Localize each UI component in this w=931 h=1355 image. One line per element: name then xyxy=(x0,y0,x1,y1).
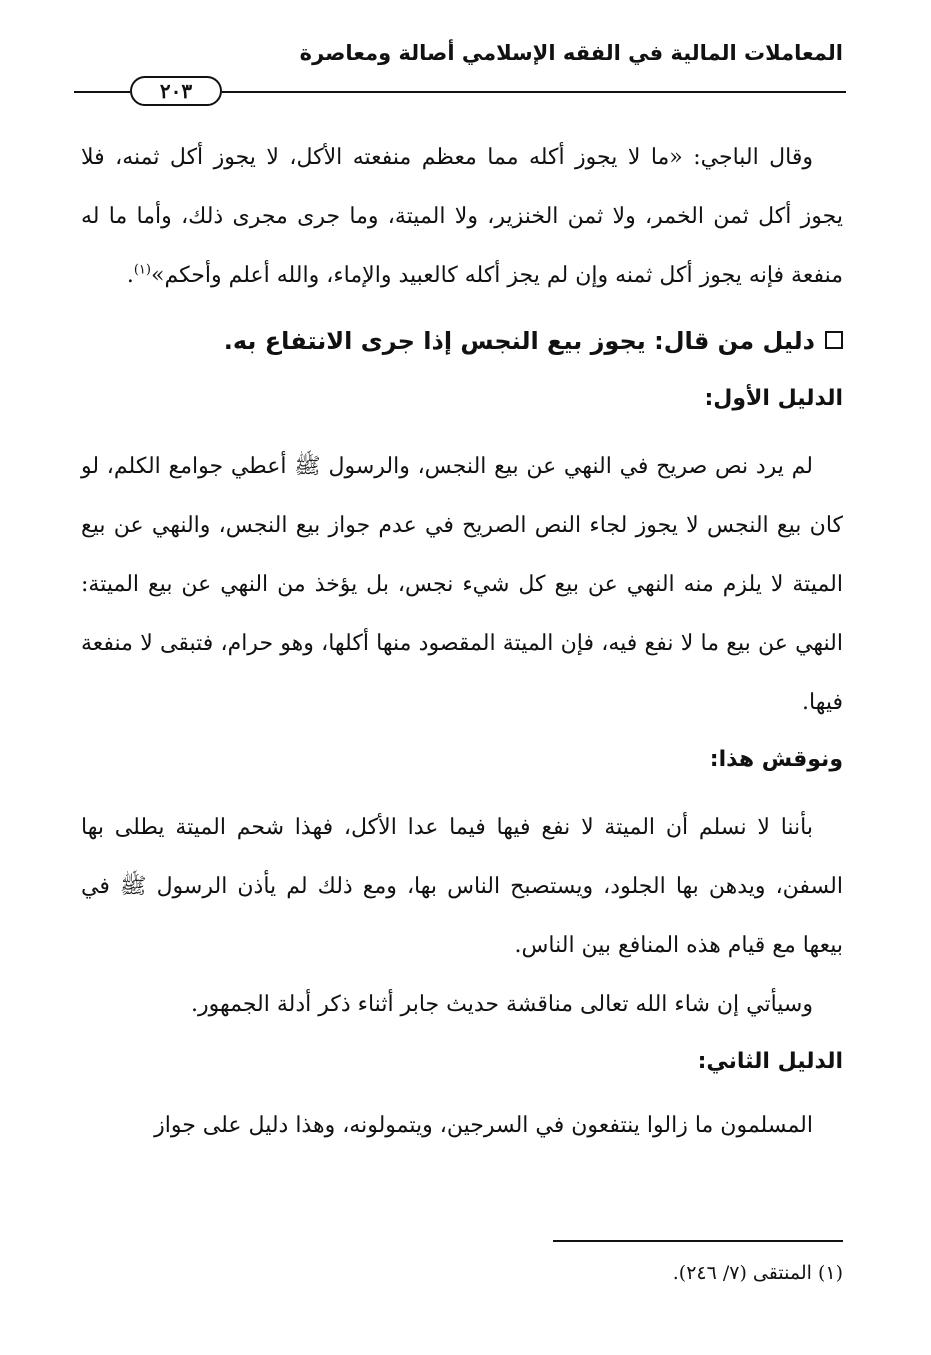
quote-paragraph xyxy=(81,128,843,305)
checkbox-icon xyxy=(825,331,843,349)
quote-end: . xyxy=(126,263,134,288)
footnote-divider xyxy=(553,1240,843,1242)
section-heading-text: دليل من قال: يجوز بيع النجس إذا جرى الانتفاع به. xyxy=(223,327,815,355)
discussion-heading: ونوقش هذا: xyxy=(709,747,843,772)
upcoming-text: وسيأتي إن شاء الله تعالى مناقشة حديث جابر أثناء ذكر أدلة الجمهور. xyxy=(190,992,813,1017)
header-rule-right xyxy=(222,91,846,93)
evidence-2-heading: الدليل الثاني: xyxy=(697,1049,843,1074)
footnote-1: (١) المنتقى (٧/ ٢٤٦). xyxy=(672,1262,843,1284)
footnote-ref: (١) xyxy=(133,262,151,278)
discussion-text: بأننا لا نسلم أن الميتة لا نفع فيها فيما عدا الأكل، فهذا شحم الميتة يطلى بها السفن، ويدهن بها الجلود، ويستصبح الناس بها، ومع ذلك لم يأذن الرسول ﷺ في بيعها مع قيام هذه المنافع بين الناس. xyxy=(81,815,843,958)
evidence-1-heading: الدليل الأول: xyxy=(704,386,843,411)
quote-text: وقال الباجي: «ما لا يجوز أكله مما معظم منفعته الأكل، لا يجوز أكل ثمنه، فلا يجوز أكل ثمن الخمر، ولا ثمن الخنزير، ولا الميتة، وما جرى مجرى ذلك، وأما ما له منفعة فإنه يجوز أكل ثمنه وإن لم يجز أكله كالعبيد والإماء، والله أعلم وأحكم» xyxy=(81,145,843,288)
page-body xyxy=(81,128,843,1155)
header-rule-left xyxy=(74,91,130,93)
running-header-title: المعاملات المالية في الفقه الإسلامي أصالة ومعاصرة xyxy=(299,41,843,65)
section-heading xyxy=(81,311,843,371)
evidence-2-text: المسلمون ما زالوا ينتفعون في السرجين، ويتمولونه، وهذا دليل على جواز xyxy=(154,1113,813,1138)
evidence-1-text: لم يرد نص صريح في النهي عن بيع النجس، والرسول ﷺ أعطي جوامع الكلم، لو كان بيع النجس لا يجوز لجاء النص الصريح في عدم جواز بيع النجس، والنهي عن بيع الميتة لا يلزم منه النهي عن بيع كل شيء نجس، بل يؤخذ من النهي عن بيع الميتة: النهي عن بيع ما لا نفع فيه، فإن الميتة المقصود منها أكلها، وهو حرام، فتبقى لا منفعة فيها. xyxy=(81,454,843,715)
page-number: ٢٠٣ xyxy=(130,76,222,106)
